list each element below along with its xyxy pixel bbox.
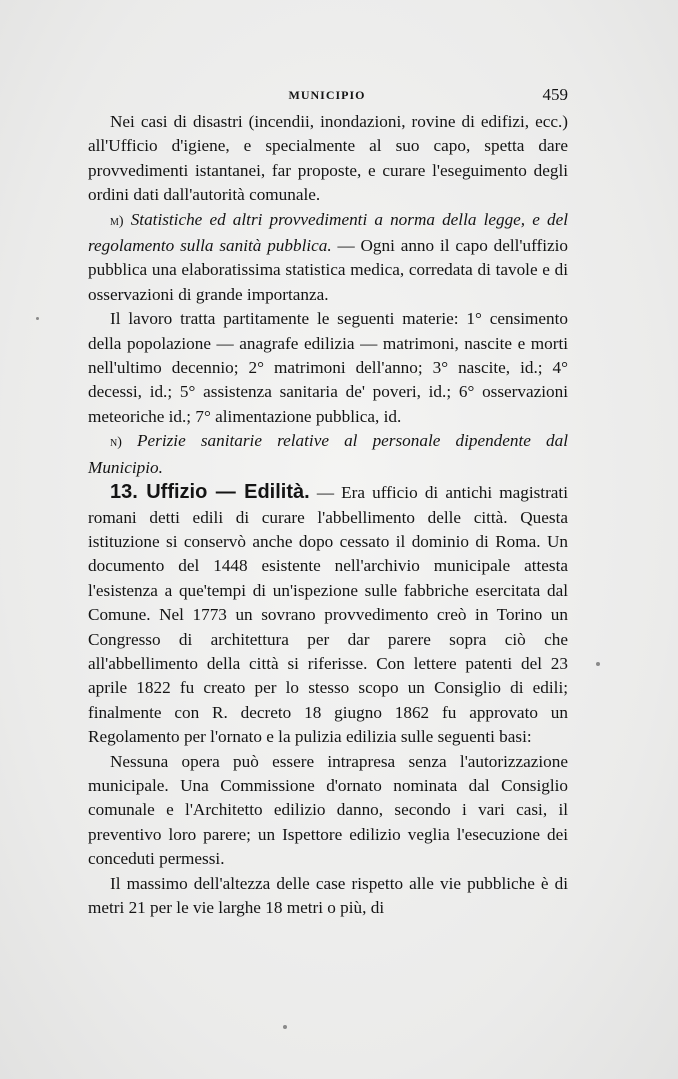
item-label-m: m) xyxy=(110,213,124,229)
item-text-m: — Ogni anno il capo dell'uffizio pubblica una elaboratissima statistica medica, corredata di tavole e di osservazioni di grande importanza. xyxy=(88,236,568,304)
paragraph-building-height: Il massimo dell'altezza delle case rispetto alle vie pubbliche è di metri 21 per le vie larghe 18 metri o più, di xyxy=(88,873,568,917)
body-text xyxy=(88,110,568,920)
paper-speck xyxy=(596,662,600,666)
item-title-m: Statistiche ed altri provvedimenti a norma della legge, e del regolamento sulla sanità pubblica. xyxy=(88,209,568,256)
paragraph-disasters: Nei casi di disastri (incendii, inondazioni, rovine di edifizi, ecc.) all'Ufficio d'igiene, e specialmente al suo capo, spetta dare provvedimenti istantanei, far proposte, e curare l'eseguimento degli ordini dati dall'autorità comunale. xyxy=(88,112,568,205)
section-text: — Era ufficio di antichi magistrati romani detti edili di curare l'abbellimento delle città. Questa istituzione si conservò anche dopo cessato il dominio di Roma. Un documento del 1448 esistente nell'archivio municipale attesta l'esistenza a que'tempi di un'ispezione sulle fabbriche esercitata dal Comune. Nel 1773 un sovrano provvedimento creò in Torino un Congresso di architettura per dar parere sopra ciò che all'abbellimento della città si riferisse. Con lettere patenti del 23 aprile 1822 fu creato per lo stesso scopo un Consiglio di edili; finalmente con R. decreto 18 giugno 1862 fu approvato un Regolamento per l'ornato e la pulizia edilizia sulle seguenti basi: xyxy=(88,483,568,747)
item-title-n: Perizie sanitarie relative al personale dipendente dal Municipio. xyxy=(88,431,568,477)
item-label-n: n) xyxy=(110,435,122,451)
page-number: 459 xyxy=(542,85,568,104)
paragraph-edilita xyxy=(88,480,568,749)
paragraph-authorization: Nessuna opera può essere intrapresa senza l'autorizzazione municipale. Una Commissione d'ornato nominata dal Consiglio comunale e l'Architetto edilizio danno, secondo i vari casi, il preventivo loro parere; un Ispettore edilizio veglia l'esecuzione dei conceduti permessi. xyxy=(88,751,568,869)
paper-speck xyxy=(36,317,39,320)
page-header xyxy=(86,85,568,105)
paragraph-perizie xyxy=(88,429,568,480)
paragraph-statistics xyxy=(88,208,568,308)
paragraph-report-contents: Il lavoro tratta partitamente le seguenti materie: 1° censimento della popolazione — anagrafe edilizia — matrimoni, nascite e morti nell'ultimo decennio; 2° matrimoni dell'anno; 3° nascite, id.; 4° decessi, id.; 5° assistenza sanitaria de' poveri, id.; 6° osservazioni meteoriche id.; 7° alimentazione pubblica, id. xyxy=(88,309,568,426)
running-title: MUNICIPIO xyxy=(288,88,366,102)
paper-speck xyxy=(283,1025,287,1029)
section-heading: 13. Uffizio — Edilità. xyxy=(110,481,310,504)
